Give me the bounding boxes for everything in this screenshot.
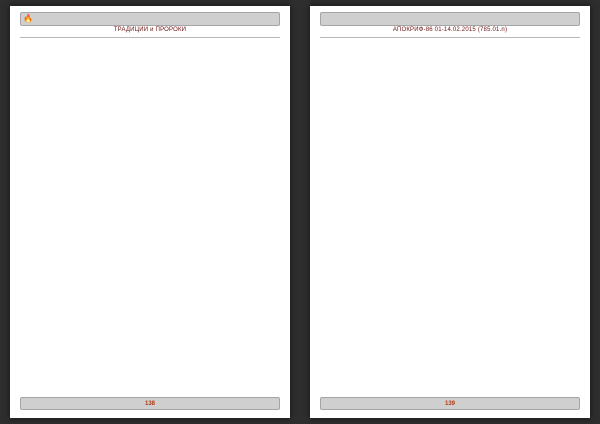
right-article-body xyxy=(324,42,576,392)
left-header-bar xyxy=(20,12,280,26)
fire-logo-icon: 🔥 xyxy=(23,14,33,23)
right-page xyxy=(310,6,590,418)
left-article-body xyxy=(24,42,276,392)
right-page-number: 139 xyxy=(444,400,455,407)
left-divider xyxy=(20,37,280,38)
left-footer-bar xyxy=(20,397,280,410)
right-divider xyxy=(320,37,580,38)
right-footer-bar xyxy=(320,397,580,410)
left-page-number: 138 xyxy=(144,400,155,407)
section-title: ТРАДИЦИИ и ПРОРОКИ xyxy=(113,27,187,33)
left-page xyxy=(10,6,290,418)
issue-line: АПОКРИФ-86 01-14.02.2015 (785.01.n) xyxy=(392,27,508,33)
right-header-bar xyxy=(320,12,580,26)
